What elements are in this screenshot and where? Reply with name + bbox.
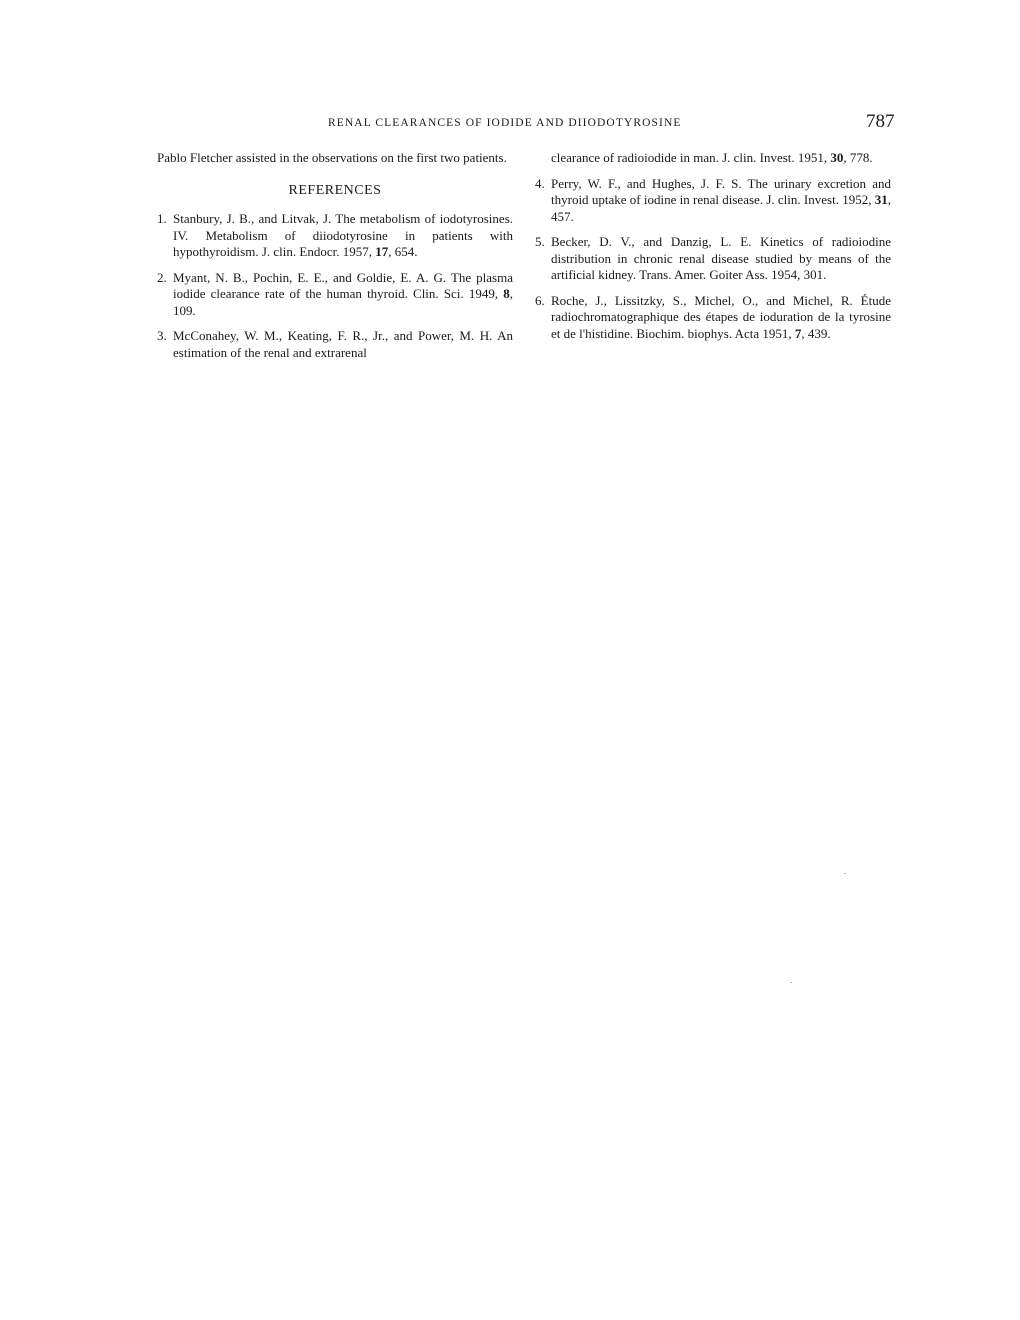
reference-2 (157, 270, 513, 320)
reference-1 (157, 211, 513, 261)
reference-volume: 8 (503, 286, 510, 301)
reference-number: 1. (157, 211, 167, 226)
reference-number: 5. (535, 234, 545, 249)
reference-4 (535, 176, 891, 226)
reference-text: Myant, N. B., Pochin, E. E., and Goldie, E. A. G. The plasma iodide clearance rate of the human thyroid. Clin. Sci. 1949, (173, 269, 513, 301)
reference-pages: , 109. (173, 286, 513, 318)
running-head: RENAL CLEARANCES OF IODIDE AND DIIODOTYROSINE (328, 117, 682, 129)
scan-speck (790, 982, 792, 983)
reference-number: 4. (535, 175, 545, 191)
reference-volume: 30 (830, 150, 844, 165)
right-column (535, 150, 891, 351)
reference-volume: 31 (874, 192, 888, 207)
reference-5 (535, 234, 891, 284)
reference-6 (535, 293, 891, 343)
reference-text: Stanbury, J. B., and Litvak, J. The metabolism of iodotyrosines. IV. Metabolism of diiodotyrosine in patients with hypothyroidism. J. clin. Endocr. 1957, (173, 211, 513, 259)
reference-volume: 17 (375, 244, 389, 259)
reference-text: Perry, W. F., and Hughes, J. F. S. The urinary excretion and thyroid uptake of iodine in renal disease. J. clin. Invest. 1952, (551, 175, 891, 207)
scan-speck (844, 873, 846, 874)
reference-3-continuation (535, 150, 891, 167)
reference-list-right (535, 176, 891, 343)
page-number: 787 (866, 111, 895, 132)
reference-pages: , 778. (843, 150, 873, 165)
reference-number: 2. (157, 269, 167, 285)
reference-3 (157, 328, 513, 361)
reference-number: 6. (535, 292, 545, 308)
reference-text: Roche, J., Lissitzky, S., Michel, O., and Michel, R. Étude radiochromatographique des étapes de ioduration de la tyrosine et de l'histidine. Biochim. biophys. Acta 1951, (551, 292, 891, 341)
reference-text: McConahey, W. M., Keating, F. R., Jr., and Power, M. H. An estimation of the renal and extrarenal (173, 328, 513, 360)
references-heading: REFERENCES (288, 182, 382, 198)
reference-pages: , 457. (551, 192, 891, 224)
reference-text: Becker, D. V., and Danzig, L. E. Kinetics of radioiodine distribution in chronic renal disease studied by means of the artificial kidney. Trans. Amer. Goiter Ass. 1954, 301. (551, 234, 891, 282)
reference-volume: 7 (794, 325, 802, 341)
left-column (157, 150, 513, 370)
acknowledgment: Pablo Fletcher assisted in the observations on the first two patients. (157, 150, 507, 165)
reference-list-left (157, 211, 513, 361)
reference-pages: , 654. (388, 244, 418, 259)
reference-number: 3. (157, 328, 167, 343)
reference-pages: , 439. (801, 325, 831, 341)
reference-text: clearance of radioiodide in man. J. clin. Invest. 1951, (551, 150, 831, 165)
